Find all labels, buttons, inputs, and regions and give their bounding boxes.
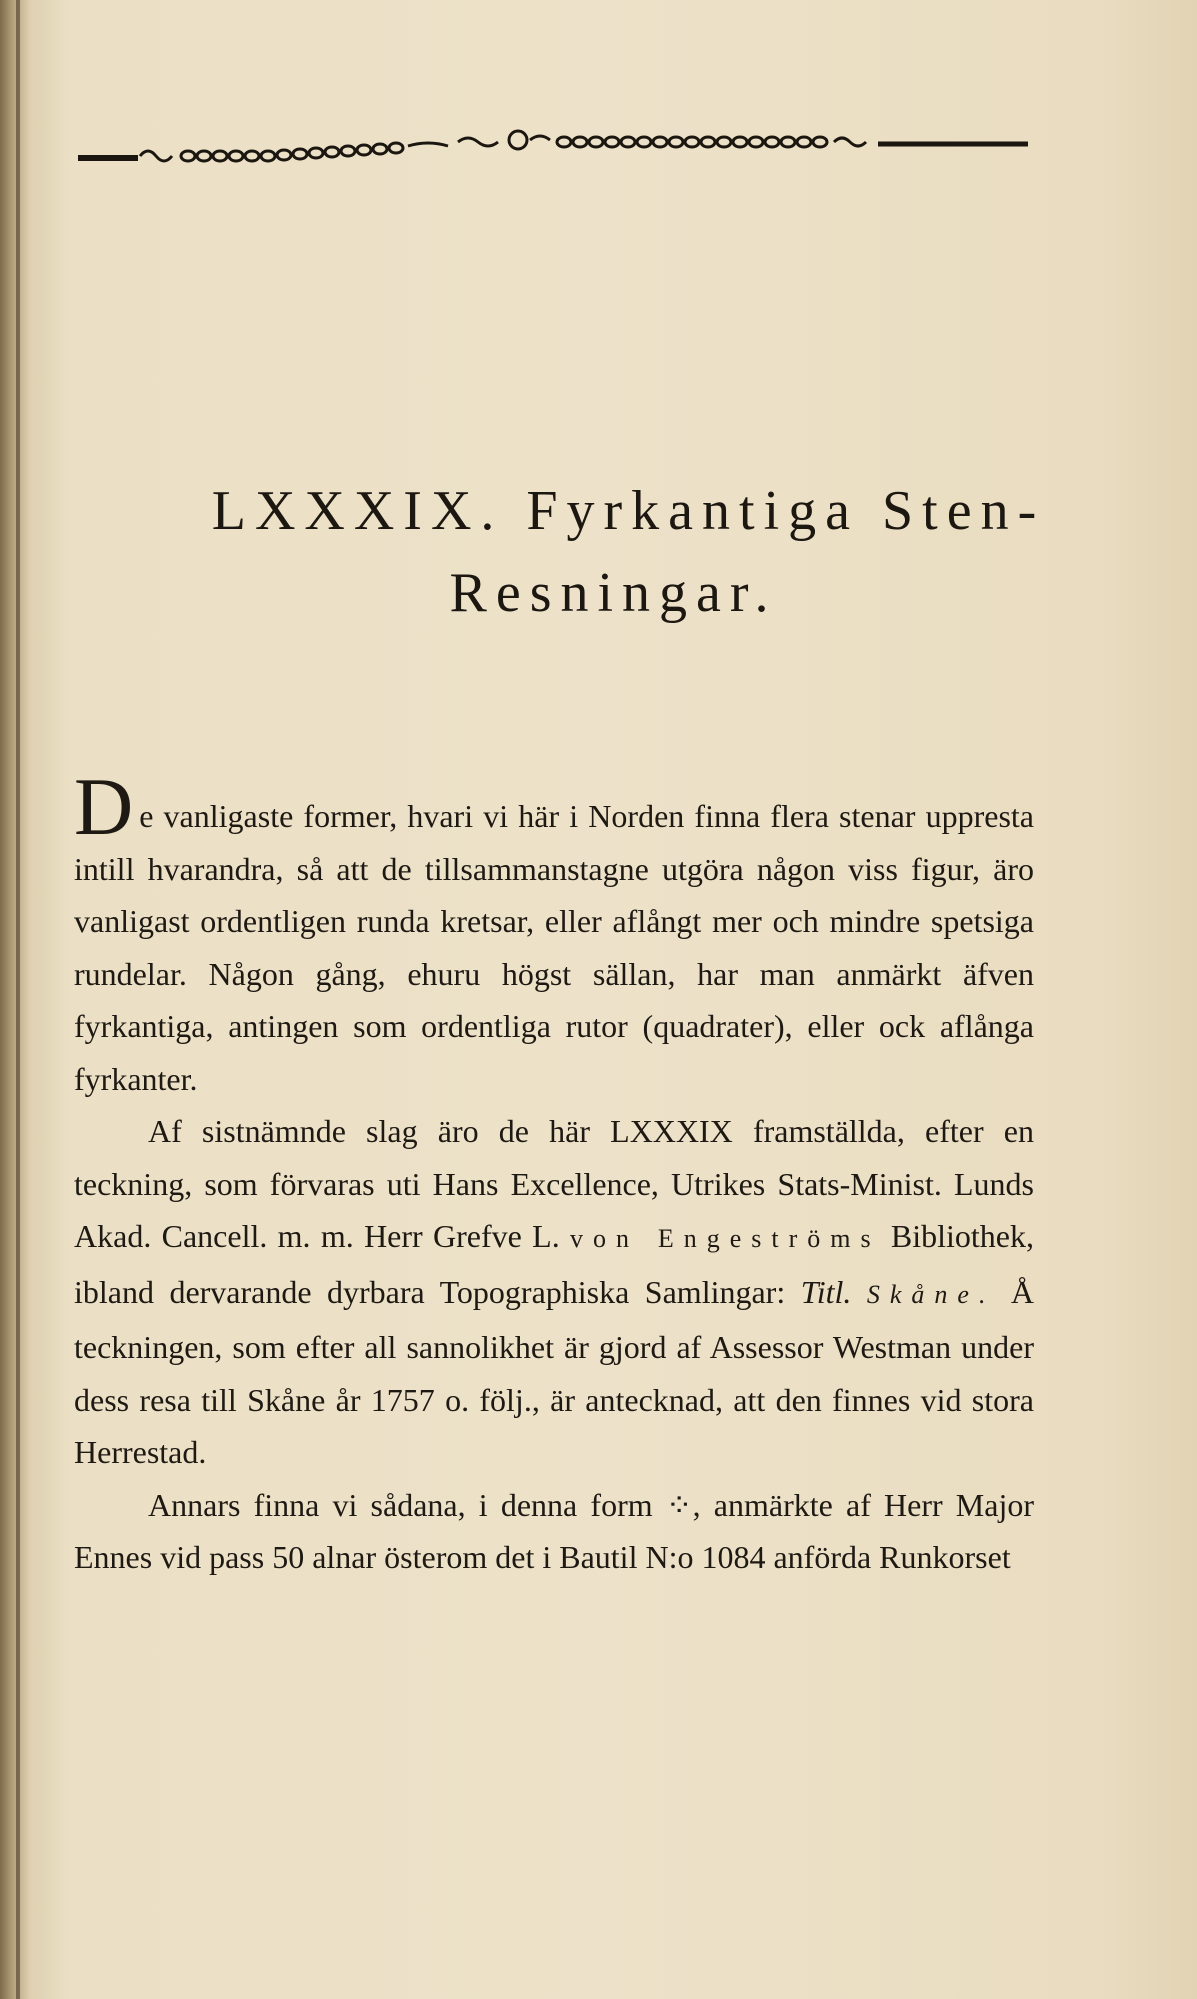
- paragraph-3: [74, 1479, 1034, 1584]
- chapter-heading-line-2: Resningar.: [449, 562, 778, 624]
- paragraph-2: [74, 1105, 1034, 1479]
- paragraph-3-part-b: , anmärkte af Herr Major Ennes vid pass 50 alnar österom det i Bautil N:o 1084 anförda Runkorset: [74, 1486, 1035, 1575]
- body-text: [74, 761, 1035, 1584]
- paragraph-2-part-a: Af sistnämnde slag äro de här LXXXIX framställda, efter en teckning, som förvaras uti Hans Excellence, Utrikes Stats-Minist. Lunds Akad. Cancell. m. m. Herr Grefve L.: [74, 1113, 1034, 1254]
- ornamental-rule-icon: [78, 122, 1028, 172]
- chapter-heading: [0, 470, 1197, 634]
- page-spine-shadow: [16, 0, 20, 1999]
- paragraph-3-part-a: Annars finna vi sådana, i denna form: [148, 1486, 666, 1523]
- person-name: von Engeströms: [570, 1224, 881, 1253]
- paragraph-2-part-c: Å teckningen, som efter all sannolikhet är gjord af Assessor Westman under dess resa till Skåne år 1757 o. följ., är antecknad, att den finnes vid stora Herrestad.: [74, 1273, 1035, 1470]
- paragraph-1: [74, 761, 1034, 1105]
- title-abbreviation: Titl.: [800, 1273, 852, 1310]
- place-name: Skåne.: [866, 1279, 996, 1309]
- dot-pattern-symbol: ⁘: [665, 1486, 693, 1523]
- paragraph-1-text: e vanligaste former, hvari vi här i Norden finna flera stenar uppresta intill hvarandra, så att de tillsammanstagne utgöra någon viss figur, äro vanligast ordentligen runda kretsar, eller aflångt mer och mindre spetsiga rundelar. Någon gång, ehuru högst sällan, har man anmärkt äfven fyrkantiga, antingen som ordentliga rutor (quadrater), eller ock aflånga fyrkanter.: [74, 798, 1034, 1097]
- drop-cap: D: [74, 761, 134, 852]
- chapter-heading-line-1: LXXXIX. Fyrkantiga Sten-: [211, 480, 1046, 542]
- paragraph-2-part-b: Bibliothek, ibland dervarande dyrbara Topographiska Samlingar:: [74, 1218, 1035, 1310]
